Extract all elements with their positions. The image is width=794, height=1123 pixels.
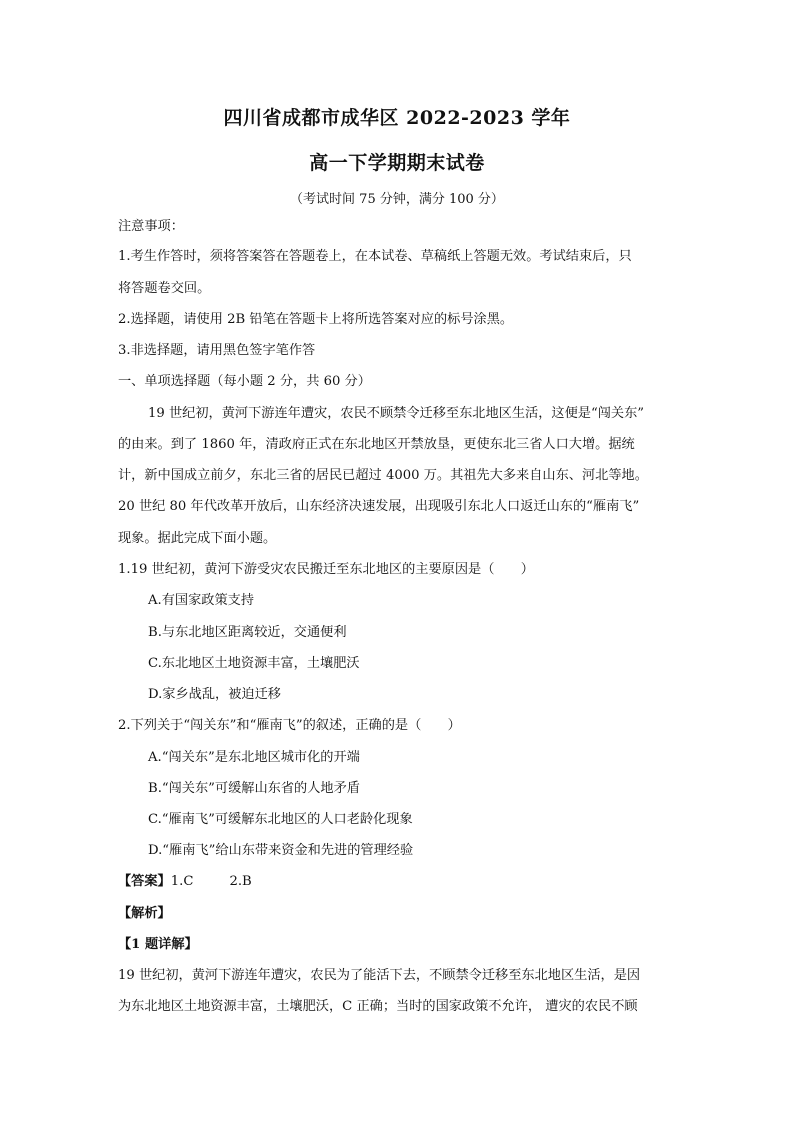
passage-line: 的由来。到了 1860 年，清政府正式在东北地区开禁放垦，更使东北三省人口大增。据统 (118, 437, 635, 452)
question-1-option-d: D.家乡战乱，被迫迁移 (148, 687, 281, 702)
detail-line: 19 世纪初，黄河下游连年遭灾，农民为了能活下去，不顾禁令迁移至东北地区生活，是因 (118, 968, 641, 983)
passage-line: 现象。据此完成下面小题。 (118, 531, 277, 546)
question-1-option-b: B.与东北地区距离较近，交通便利 (148, 625, 347, 640)
detail-line: 为东北地区土地资源丰富，土壤肥沃，C 正确；当时的国家政策不允许， 遭灾的农民不顾 (118, 999, 638, 1014)
question-2-stem: 2.下列关于“闯关东”和“雁南飞”的叙述，正确的是（ ） (118, 718, 461, 733)
exam-subtitle: （考试时间 75 分钟，满分 100 分） (290, 192, 504, 207)
exam-title-line1: 四川省成都市成华区 2022-2023 学年 (223, 107, 571, 129)
answer-2: 2.B (229, 874, 252, 889)
exam-title-line2: 高一下学期期末试卷 (309, 152, 485, 174)
question-2-option-b: B.“闯关东”可缓解山东省的人地矛盾 (148, 781, 360, 796)
answer-line (118, 873, 678, 891)
notice-item2: 2.选择题，请使用 2B 铅笔在答题卡上将所选答案对应的标号涂黑。 (118, 312, 514, 327)
question-2-option-c: C.“雁南飞”可缓解东北地区的人口老龄化现象 (148, 812, 413, 827)
notice-item1-line2: 将答题卷交回。 (118, 281, 211, 296)
answer-label: 【答案】 (118, 874, 171, 889)
analysis-label: 【解析】 (118, 906, 171, 921)
question-2-option-d: D.“雁南飞”给山东带来资金和先进的管理经验 (148, 843, 414, 858)
passage-line: 19 世纪初，黄河下游连年遭灾，农民不顾禁令迁移至东北地区生活，这便是“闯关东” (148, 406, 645, 421)
question-2-option-a: A.“闯关东”是东北地区城市化的开端 (148, 750, 360, 765)
section-heading: 一、单项选择题（每小题 2 分，共 60 分） (118, 374, 371, 389)
question-1-option-a: A.有国家政策支持 (148, 593, 255, 608)
passage-line: 计，新中国成立前夕，东北三省的居民已超过 4000 万。其祖先大多来自山东、河北等地。 (118, 468, 648, 483)
question-1-option-c: C.东北地区土地资源丰富，土壤肥沃 (148, 656, 360, 671)
detail-label: 【1 题详解】 (118, 937, 198, 952)
notice-heading: 注意事项： (118, 219, 184, 234)
answer-1: 1.C (170, 874, 194, 889)
notice-item1-line1: 1.考生作答时，须将答案答在答题卷上，在本试卷、草稿纸上答题无效。考试结束后，只 (118, 249, 632, 264)
notice-item3: 3.非选择题，请用黑色签字笔作答 (118, 343, 316, 358)
passage-line: 20 世纪 80 年代改革开放后，山东经济决速发展，出现吸引东北人口返迁山东的“雁南飞” (118, 499, 640, 514)
question-1-stem: 1.19 世纪初，黄河下游受灾农民搬迁至东北地区的主要原因是（ ） (118, 562, 534, 577)
